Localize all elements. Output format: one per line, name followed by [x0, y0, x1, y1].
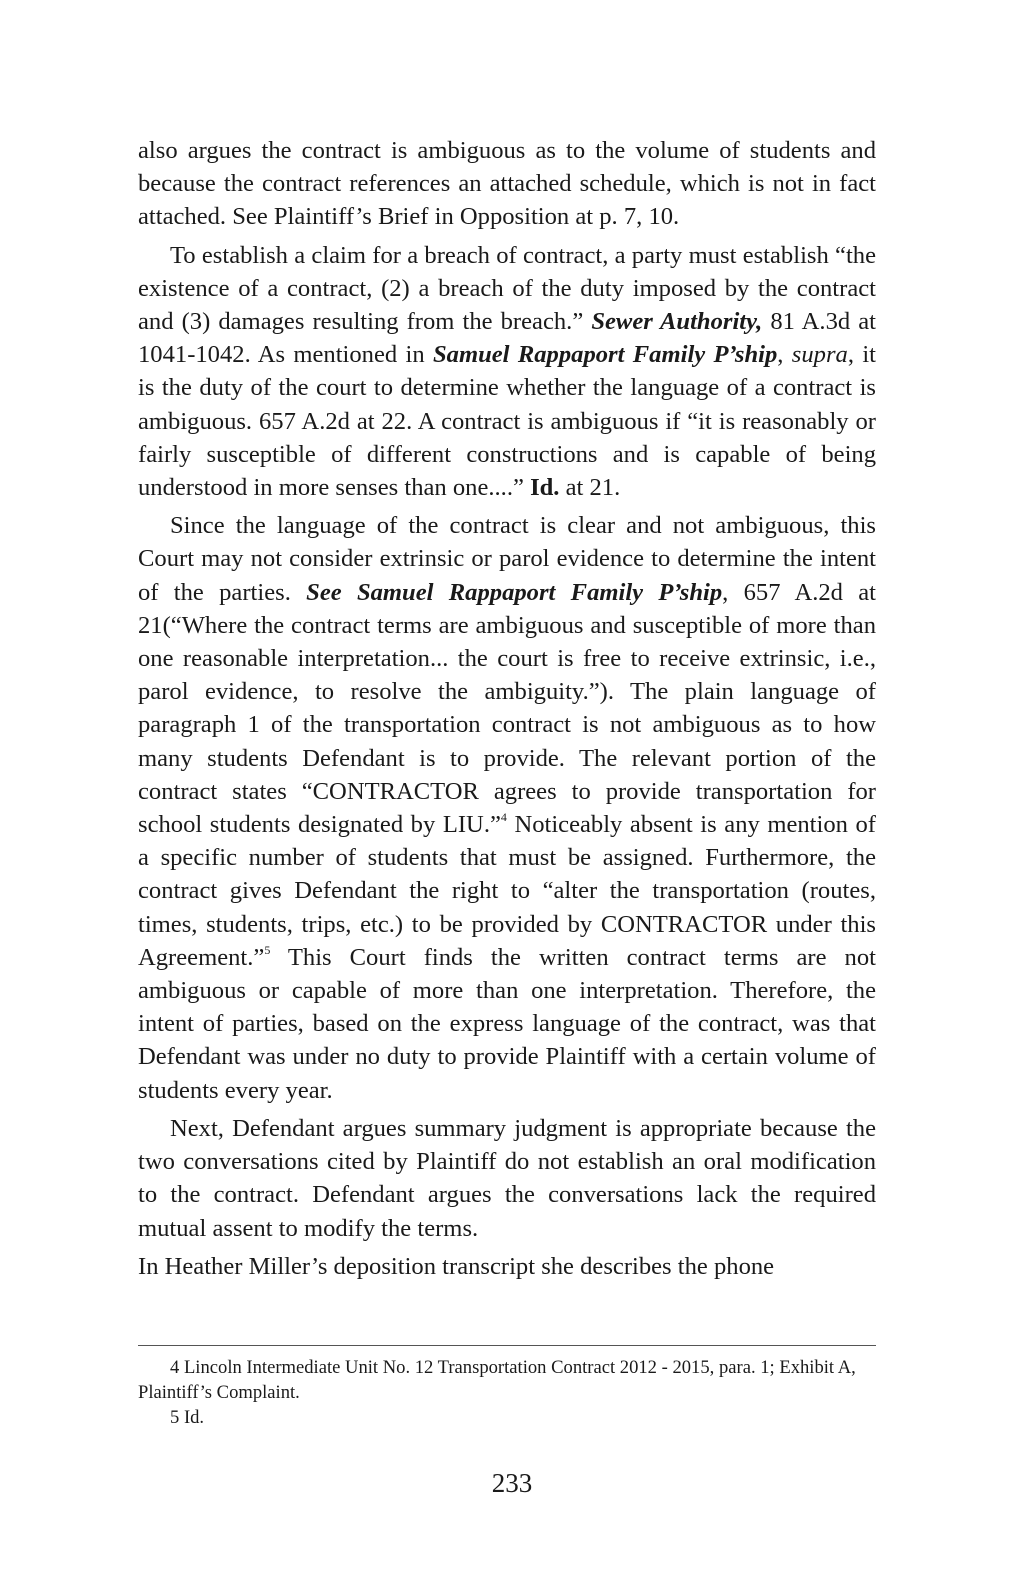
citation-see-samuel-rappaport: See Samuel Rappaport Family P’ship: [306, 578, 723, 606]
paragraph-2-text-a: To establish a claim for a breach of contract, a party must establish “the existence of a contract, (2) a breach of the duty imposed by the contract and (3) damages resulting from the breach.”: [138, 241, 876, 336]
paragraph-4: Next, Defendant argues summary judgment is appropriate because the two conversations cited by Plaintiff do not establish an oral modification to the contract. Defendant argues the conversations lack the required mutual assent to modify the terms.: [138, 1114, 876, 1242]
document-body: [138, 134, 876, 1283]
paragraph-2-text-c: ,: [777, 341, 792, 369]
paragraph-2-text-b: 81 A.3d at 1041-1042. As mentioned in: [138, 308, 876, 369]
citation-samuel-rappaport: Samuel Rappaport Family P’ship: [432, 341, 778, 369]
footnote-ref-4: 4: [500, 810, 507, 825]
footnote-divider: [138, 1345, 876, 1346]
page-number: 233: [491, 1468, 533, 1498]
paragraph-2-text-e: at 21.: [559, 474, 621, 502]
footnote-4: 4 Lincoln Intermediate Unit No. 12 Transportation Contract 2012 - 2015, para. 1; Exhibit A, Plaintiff’s Complaint.: [138, 1357, 856, 1403]
paragraph-5: In Heather Miller’s deposition transcript she describes the phone: [138, 1252, 775, 1280]
paragraph-3: [138, 509, 876, 1107]
footnote-5: 5 Id.: [170, 1407, 205, 1428]
paragraph-2: [138, 239, 876, 505]
paragraph-3-text-c: Noticeably absent is any mention of a specific number of students that must be assigned. Furthermore, the contract gives Defendant the right to “alter the transportation (routes, times, students, trips, etc.) to be provided by CONTRACTOR under this Agreement.”: [138, 811, 876, 971]
supra-term: supra: [791, 341, 848, 369]
paragraph-1: also argues the contract is ambiguous as to the volume of students and because the contract references an attached schedule, which is not in fact attached. See Plaintiff’s Brief in Opposition at p. 7, 10.: [138, 137, 876, 231]
paragraph-3-text-a: Since the language of the contract is clear and not ambiguous, this Court may not consider extrinsic or parol evidence to determine the intent of the parties.: [138, 512, 876, 606]
paragraph-2-text-d: , it is the duty of the court to determine whether the language of a contract is ambiguous. 657 A.2d at 22. A contract is ambiguous if “it is reasonably or fairly susceptible of different constructions and is capable of being understood in more senses than one....”: [138, 341, 876, 502]
paragraph-3-text-d: This Court finds the written contract terms are not ambiguous or capable of more than one interpretation. Therefore, the intent of parties, based on the express language of the contract, was that Defendant was under no duty to provide Plaintiff with a certain volume of students every year.: [138, 943, 876, 1104]
footnotes: [138, 1355, 876, 1430]
citation-id: Id.: [530, 474, 560, 502]
footnote-ref-5: 5: [264, 942, 271, 957]
citation-sewer-authority: Sewer Authority,: [591, 308, 763, 336]
paragraph-3-text-b: , 657 A.2d at 21(“Where the contract terms are ambiguous and susceptible of more than one reasonable interpretation... the court is free to receive extrinsic, i.e., parol evidence, to resolve the ambiguity.”). The plain language of paragraph 1 of the transportation contract is not ambiguous as to how many students Defendant is to provide. The relevant portion of the contract states “CONTRACTOR agrees to provide transportation for school students designated by LIU.”: [138, 578, 876, 839]
